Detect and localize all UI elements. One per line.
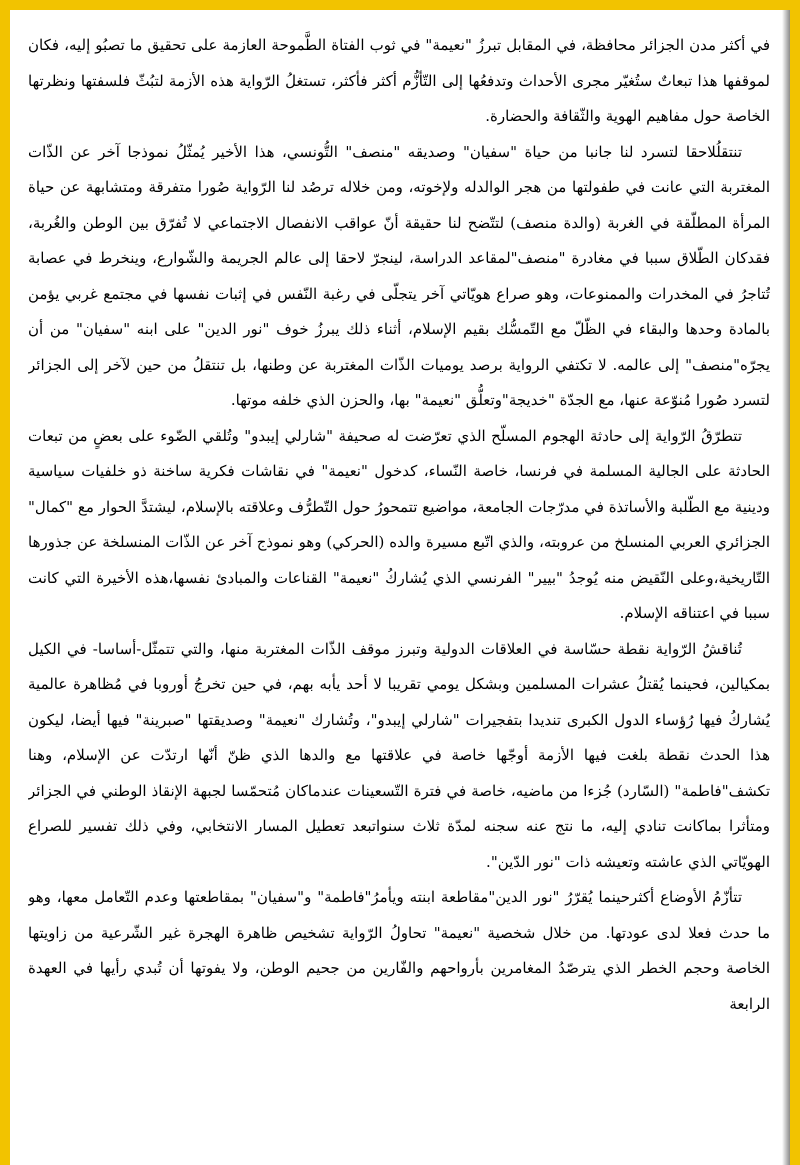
paragraph-5: تتأزّمُ الأوضاع أكثرحينما يُقرّرُ "نور الدين"مقاطعة ابنته ويأمرُ"فاطمة" و"سفيان" بمقاطعتها وعدم التّعامل معها، وهو ما حدث فعلا لدى عودتها. من خلال شخصية "نعيمة" تحاولُ الرّواية تشخيص ظاهرة الهجرة غير الشّرعية من زاويتها الخاصة وحجم الخطر الذي يترصّدُ المغامرين بأرواحهم والفّارين من جحيم الوطن، ولا يفوتها أن تُبدي رأيها في العهدة الرابعة [28, 888, 770, 1013]
document-body [28, 28, 770, 1165]
paragraph-2: تنتقلُلاحقا لتسرد لنا جانبا من حياة "سفيان" وصديقه "منصف" التُّونسي، هذا الأخير يُمثّلُ نموذجا آخر عن الذّات المغتربة التي عانت في طفولتها من هجر الوالدله ولإخوته، ومن خلاله ترصُد لنا الرّواية صُورا متفرقة ومتشابهة عن حياة المرأة المطلّقة في الغربة (والدة منصف) لتتّضح لنا حقيقة أنّ عواقب الانفصال الاجتماعي لا تُفرّق بين الوطن والغُربة، فقدكان الطّلاق سببا في مغادرة "منصف"لمقاعد الدراسة، لينجرّ لاحقا إلى عالم الجريمة والشّوارع، وينخرط في عصابة تُتاجرُ في المخدرات والممنوعات، وهو صراع هويّاتي آخر يتجلّى في رغبة النّفس في إثبات نفسها في مجتمع غربي يؤمن بالمادة وحدها والبقاء في الظّلّ مع التّمسُّك بقيم الإسلام، أثناء ذلك يبرزُ خوف "نور الدين" على ابنه "سفيان" من أن يجرّه"منصف" إلى عالمه. لا تكتفي الرواية برصد يوميات الذّات المغتربة عن وطنها، بل تنتقلُ من حين لآخر إلى الجزائر لتسرد صُورا مُنوّعة عنها، مع الجدّة "خديجة"وتعلُّق "نعيمة" بها، والحزن الذي خلفه موتها. [28, 142, 770, 409]
paragraph-4: تُناقشُ الرّواية نقطة حسّاسة في العلاقات الدولية وتبرز موقف الذّات المغتربة منها، والتي تتمثّل-أساسا- في الكيل بمكيالين، فحينما يُقتلُ عشرات المسلمين وبشكل يومي تقريبا لا أحد يأبه بهم، في حين تخرجُ أوروبا في مُظاهرة عالمية يُشاركُ فيها رُؤساء الدول الكبرى تنديدا بتفجيرات "شارلي إيبدو"، وتُشارك "نعيمة" وصديقتها "صبرينة" فيها أيضا، ليكون هذا الحدث نقطة بلغت فيها الأزمة أوجّها خاصة في علاقتها مع والدها الذي ظنّ أنّها ارتدّت عن الإسلام، وهنا تكشف"فاطمة" (السّارد) جُزءا من ماضيه، خاصة في فترة التّسعينات عندماكان مُتحمّسا لجبهة الإنقاذ الوطني في الجزائر ومتأثرا بماكانت تنادي إليه، ما نتج عنه سجنه لمدّة ثلاث سنواتبعد تعطيل المسار الانتخابي، وفي ذلك تفسير للصراع الهويّاتي الذي عاشته وتعيشه ذات "نور الدّين". [28, 639, 770, 871]
paragraph-1: في أكثر مدن الجزائر محافظة، في المقابل تبرزُ "نعيمة" في ثوب الفتاة الطَّموحة العازمة على تحقيق ما تصبُو إليه، فكان لموقفها هذا تبعاتٌ ستُغيّر مجرى الأحداث وتدفعُها إلى التّأزُّم أكثر فأكثر، تستغلُ الرّواية هذه الأزمة لتبُثّ فلسفتها ونظرتها الخاصة حول مفاهيم الهوية والثّقافة والحضارة. [28, 36, 770, 125]
paragraph-3: تتطرّقُ الرّواية إلى حادثة الهجوم المسلّح الذي تعرّضت له صحيفة "شارلي إيبدو" وتُلقي الضّوء على بعضٍ من تبعات الحادثة على الجالية المسلمة في فرنسا، خاصة النّساء، كدخول "نعيمة" في نقاشات فكرية ساخنة ذو خلفيات سياسية ودينية مع الطّلبة والأساتذة في مدرّجات الجامعة، مواضيع تتمحورُ حول التّطرُّف وعلاقته بالإسلام، ليشتدَّ الحوار مع "كمال" الجزائري العربي المنسلخ من عروبته، والذي اتّبع مسيرة والده (الحركي) وهو نموذج آخر عن الذّات المنسلخة عن جذورها التّاريخية،وعلى النّقيض منه يُوجدُ "بيير" الفرنسي الذي يُشاركُ "نعيمة" القناعات والمبادئ نفسها،هذه الأخيرة التي كانت سببا في اعتناقه الإسلام. [28, 426, 770, 622]
page-shadow [782, 10, 790, 1165]
